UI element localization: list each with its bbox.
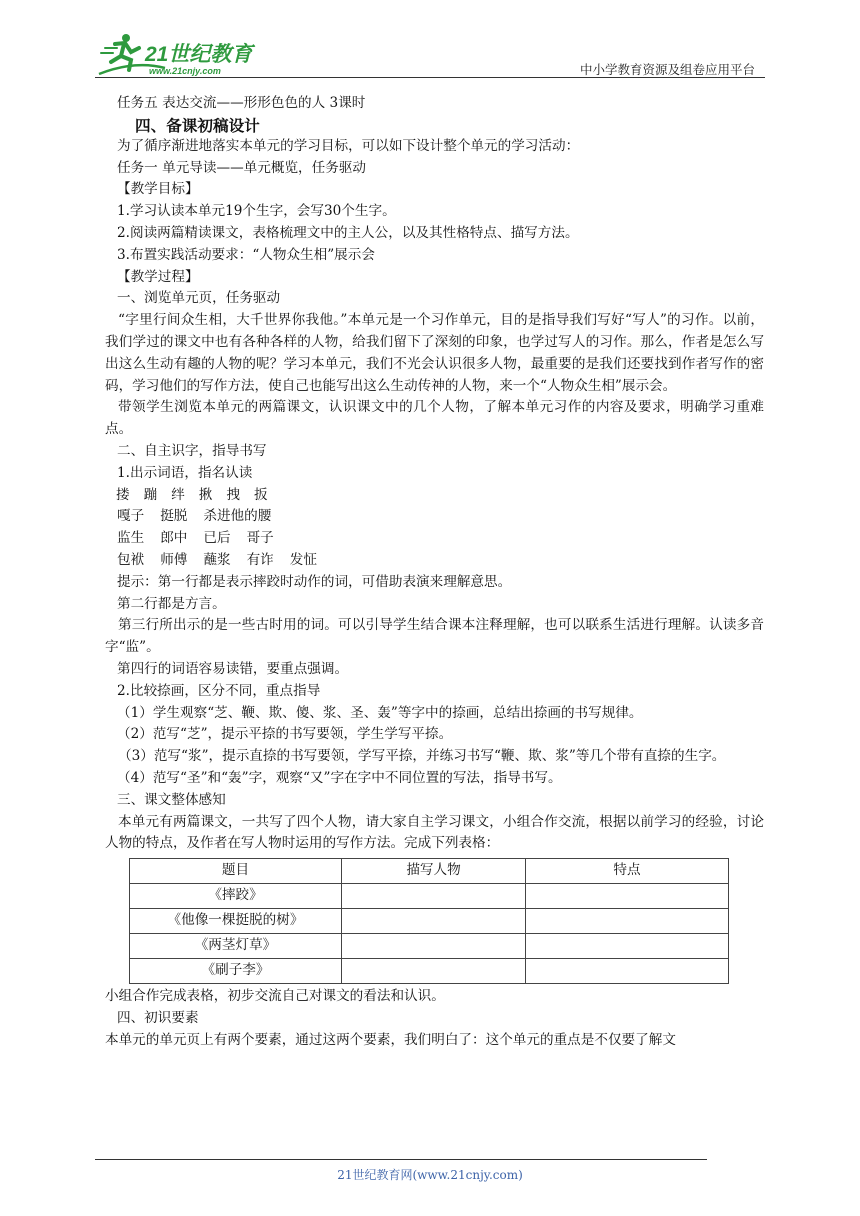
header-divider	[95, 77, 765, 78]
document-body	[105, 93, 764, 1051]
word-row-1	[116, 485, 764, 507]
row-2-note: 第二行都是方言。	[117, 595, 226, 612]
word-row-4	[117, 550, 764, 572]
hint-line: 提示：第一行都是表示摔跤时动作的词，可借助表演来理解意思。	[117, 573, 512, 590]
word: 郎中	[160, 530, 188, 547]
runner-icon	[95, 30, 265, 78]
table-row	[130, 959, 729, 984]
paragraph-intro: “字里行间众生相，大千世界你我他。”本单元是一个习作单元，目的是指导我们写好“写人”的习作。以前，我们学过的课文中也有各种各样的人物，给我们留下了深刻的印象，也学过写人的习作。那么，作者是怎么写出这么生动有趣的人物的呢？学习本单元，我们不光会认识很多人物，最重要的是我们还要找到作者写作的密码，学习他们的写作方法，使自己也能写出这么生动传神的人物，来一个“人物众生相”展示会。	[105, 312, 764, 394]
table-cell: 《摔跤》	[130, 884, 342, 909]
table-header-row	[130, 859, 729, 884]
table-header-cell: 描写人物	[342, 859, 526, 884]
word-row-2	[117, 506, 764, 528]
row-4-note: 第四行的词语容易读错，要重点强调。	[117, 660, 349, 677]
compare-2: （2）范写“芝”，提示平捺的书写要领，学生学写平捺。	[117, 726, 453, 743]
compare-3: （3）范写“浆”，提示直捺的书写要领，学写平捺，并练习书写“鞭、欺、浆”等几个带有直捺的生字。	[118, 748, 726, 765]
word: 杀进他的腰	[203, 508, 272, 525]
word: 监生	[117, 530, 145, 547]
row-3-note: 第三行所出示的是一些古时用的词。可以引导学生结合课本注释理解，也可以联系生活进行理解。认读多音字“监”。	[105, 617, 764, 656]
site-logo[interactable]	[95, 30, 265, 78]
table-cell	[526, 884, 729, 909]
table-cell: 《两茎灯草》	[130, 934, 342, 959]
word: 绊	[171, 486, 185, 503]
table-cell	[526, 909, 729, 934]
intro-line: 为了循序渐进地落实本单元的学习目标，可以如下设计整个单元的学习活动：	[117, 137, 580, 154]
table-header-cell: 特点	[526, 859, 729, 884]
table-cell	[342, 884, 526, 909]
elements-line: 本单元的单元页上有两个要素，通过这两个要素，我们明白了：这个单元的重点是不仅要了解文	[105, 1031, 676, 1048]
word: 蘸浆	[203, 551, 231, 568]
goal-1: 1.学习认读本单元19个生字，会写30个生字。	[117, 203, 396, 220]
step-1-heading: 一、浏览单元页，任务驱动	[117, 290, 281, 307]
table-header-cell: 题目	[130, 859, 342, 884]
table-cell	[342, 909, 526, 934]
task-one-line: 任务一 单元导读——单元概览，任务驱动	[117, 159, 367, 176]
word: 发怔	[289, 551, 317, 568]
task-five-line: 任务五 表达交流——形形色色的人 3课时	[117, 95, 366, 111]
word: 包袱	[117, 551, 145, 568]
compare-4: （4）范写“圣”和“轰”字，观察“又”字在字中不同位置的写法，指导书写。	[117, 769, 562, 786]
footer-link[interactable]: 21世纪教育网(www.21cnjy.com)	[337, 1168, 523, 1182]
word: 有诈	[246, 551, 274, 568]
words-heading: 1.出示词语，指名认读	[117, 464, 253, 481]
goal-3: 3.布置实践活动要求：“人物众生相”展示会	[117, 246, 375, 263]
table-cell	[526, 934, 729, 959]
table-row	[130, 884, 729, 909]
step-2-heading: 二、自主识字，指导书写	[117, 442, 267, 459]
word: 扳	[253, 486, 268, 503]
goal-2: 2.阅读两篇精读课文，表格梳理文中的主人公，以及其性格特点、描写方法。	[117, 224, 579, 241]
table-cell: 《刷子李》	[130, 959, 342, 984]
word: 已后	[203, 530, 231, 547]
table-cell	[342, 959, 526, 984]
step-3-heading: 三、课文整体感知	[117, 791, 226, 808]
platform-name: 中小学教育资源及组卷应用平台	[579, 62, 755, 77]
logo-url: www.21cnjy.com	[149, 66, 221, 76]
goals-heading: 【教学目标】	[117, 181, 199, 198]
step-3-paragraph: 本单元有两篇课文，一共写了四个人物，请大家自主学习课文，小组合作交流，根据以前学习的经验，讨论人物的特点，及作者在写人物时运用的写作方法。完成下列表格：	[105, 813, 764, 852]
word: 挺脱	[160, 508, 188, 525]
table-cell	[526, 959, 729, 984]
step-4-heading: 四、初识要素	[117, 1009, 199, 1026]
paragraph-browse: 带领学生浏览本单元的两篇课文，认识课文中的几个人物，了解本单元习作的内容及要求，明确学习重难点。	[105, 399, 764, 438]
group-work-line: 小组合作完成表格，初步交流自己对课文的看法和认识。	[105, 988, 445, 1005]
word: 哥子	[246, 530, 274, 547]
word: 嘎子	[117, 508, 145, 525]
word: 搂	[116, 486, 130, 503]
word: 师傅	[160, 551, 188, 568]
table-row	[130, 909, 729, 934]
compare-heading: 2.比较捺画，区分不同，重点指导	[117, 682, 321, 699]
page-header	[95, 30, 765, 78]
footer-divider	[95, 1159, 707, 1160]
word: 揪	[198, 486, 213, 503]
table-cell	[342, 934, 526, 959]
table-row	[130, 934, 729, 959]
section-heading: 四、备课初稿设计	[135, 115, 260, 135]
word: 蹦	[143, 486, 158, 503]
compare-1: （1）学生观察“芝、鞭、欺、傻、浆、圣、轰”等字中的捺画，总结出捺画的书写规律。	[117, 704, 643, 721]
logo-text: 21世纪教育	[145, 43, 253, 66]
table-cell: 《他像一棵挺脱的树》	[130, 909, 342, 934]
process-heading: 【教学过程】	[117, 268, 199, 285]
word-row-3	[117, 528, 764, 550]
character-table	[129, 858, 729, 984]
word: 拽	[226, 486, 240, 503]
